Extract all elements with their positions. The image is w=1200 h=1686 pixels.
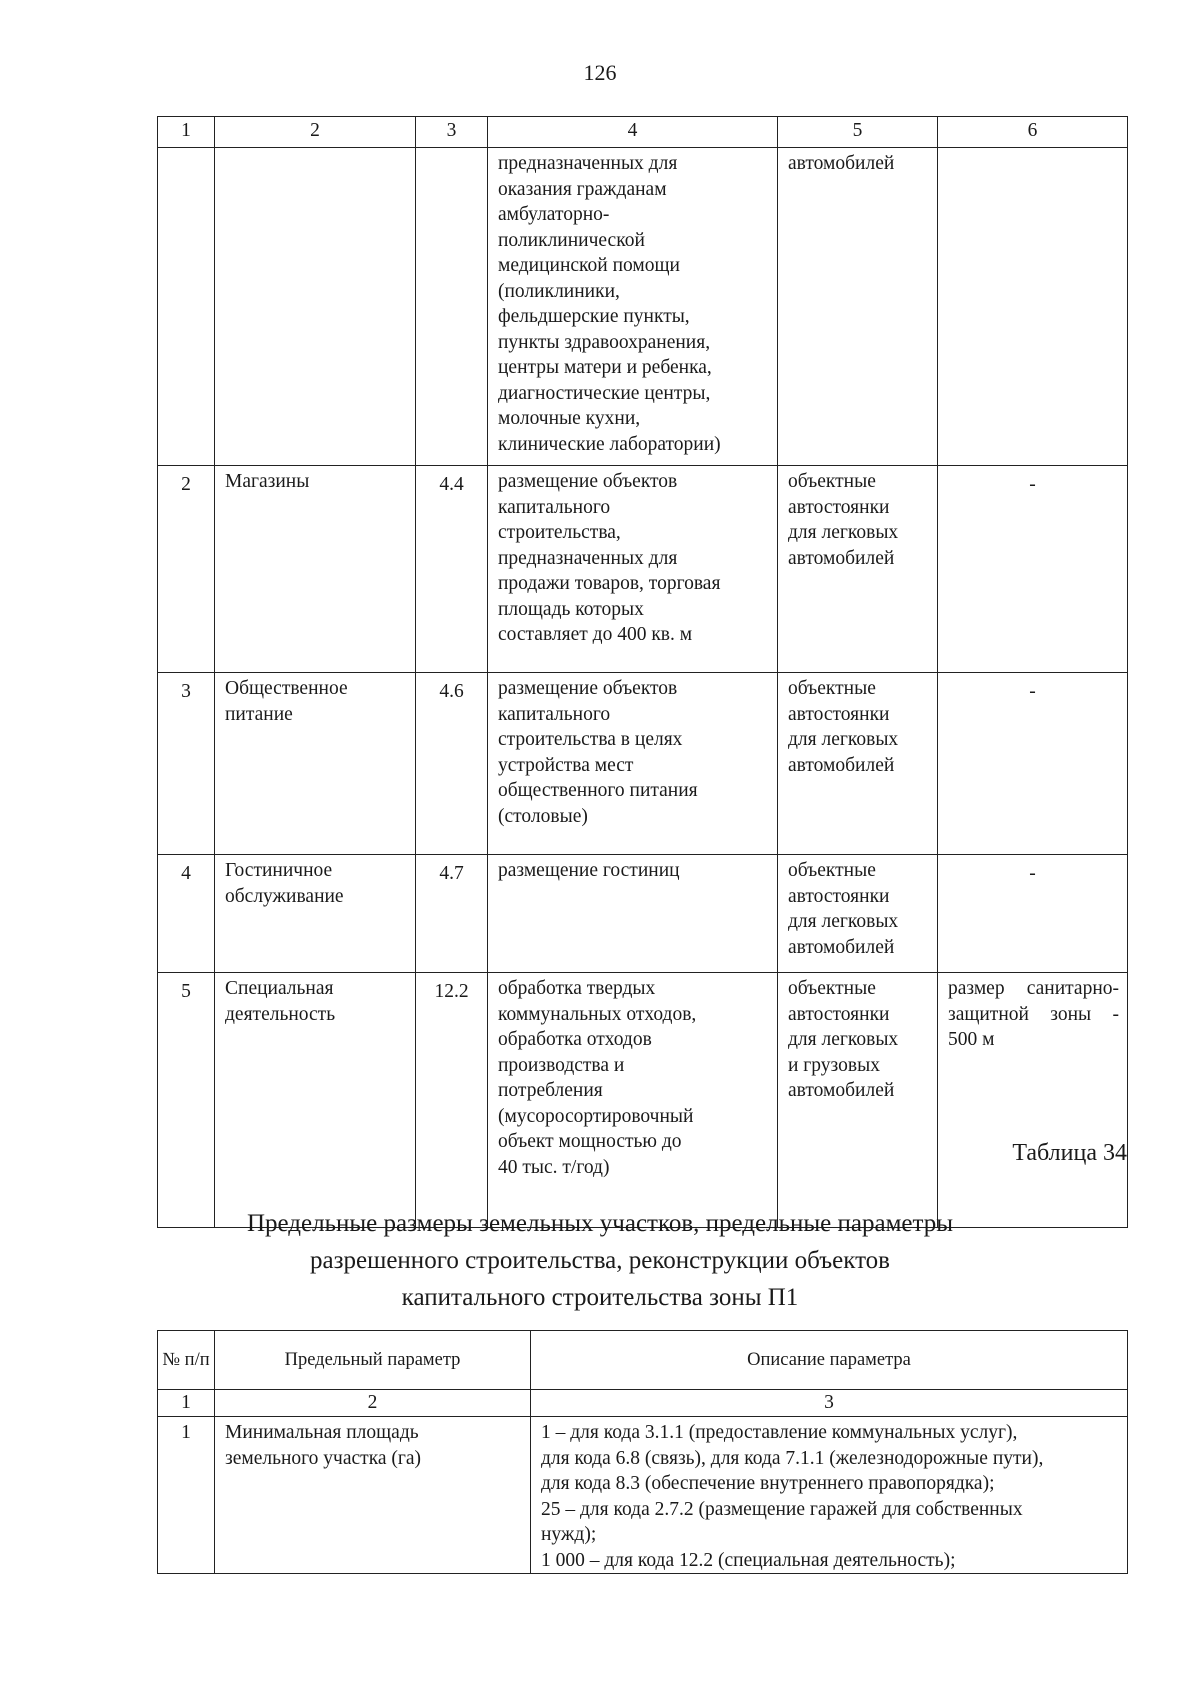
use-description-cell bbox=[488, 148, 778, 466]
use-name-cell bbox=[215, 855, 416, 973]
use-name-cell bbox=[215, 466, 416, 673]
use-description-cell bbox=[488, 466, 778, 673]
parameter-description-line: нужд); bbox=[541, 1524, 597, 1545]
use-description-line: составляет до 400 кв. м bbox=[498, 624, 693, 645]
use-description-line: оказания гражданам bbox=[498, 178, 667, 200]
row-number-cell bbox=[158, 148, 215, 466]
use-description-line: амбулаторно- bbox=[498, 204, 610, 225]
table-row bbox=[158, 855, 1128, 973]
use-code-cell bbox=[416, 148, 488, 466]
use-description-line: обработка твердых bbox=[498, 978, 656, 999]
parking-line: автомобилей bbox=[788, 936, 895, 958]
use-description-line: продажи товаров, торговая bbox=[498, 573, 721, 594]
row-number-cell: 4 bbox=[158, 855, 215, 973]
table-row bbox=[158, 148, 1128, 466]
parameter-description-line: для кода 8.3 (обеспечение внутреннего правопорядка); bbox=[541, 1473, 995, 1494]
parameter-description-line: 1 – для кода 3.1.1 (предоставление коммунальных услуг), bbox=[541, 1422, 1018, 1443]
parameter-name-cell bbox=[215, 1417, 531, 1574]
parking-line: объектные bbox=[788, 678, 876, 699]
table-row bbox=[158, 466, 1128, 673]
parking-line: автостоянки bbox=[788, 496, 890, 518]
parking-cell bbox=[778, 673, 938, 855]
page-number: 126 bbox=[583, 60, 617, 85]
use-description-line: площадь которых bbox=[498, 598, 644, 620]
use-description-line: размещение объектов bbox=[498, 678, 678, 699]
parameter-name-line: земельного участка (га) bbox=[225, 1447, 422, 1469]
parking-line: автомобилей bbox=[788, 547, 895, 569]
use-description-line: (мусоросортировочный bbox=[498, 1105, 694, 1127]
table-header-row bbox=[158, 117, 1128, 148]
use-description-line: молочные кухни, bbox=[498, 408, 641, 429]
use-name-cell bbox=[215, 973, 416, 1228]
parking-line: автостоянки bbox=[788, 703, 890, 725]
use-description-line: размещение гостиниц bbox=[498, 860, 680, 881]
table-title bbox=[0, 1205, 1200, 1316]
header-cell-number: № п/п bbox=[158, 1331, 215, 1390]
use-name-line: Специальная bbox=[225, 978, 334, 999]
parking-line: объектные bbox=[788, 978, 876, 999]
parameter-description-line: для кода 6.8 (связь), для кода 7.1.1 (железнодорожные пути), bbox=[541, 1447, 1044, 1469]
use-name-line: питание bbox=[225, 703, 293, 725]
header-cell: 4 bbox=[488, 117, 778, 148]
use-description-line: коммунальных отходов, bbox=[498, 1003, 697, 1025]
use-code-cell: 4.4 bbox=[416, 466, 488, 673]
zone-parameters-table-body bbox=[158, 1331, 1128, 1574]
parking-line: для легковых bbox=[788, 1029, 899, 1050]
header-cell-description: Описание параметра bbox=[531, 1331, 1128, 1390]
use-code-cell: 4.7 bbox=[416, 855, 488, 973]
parking-line: для легковых bbox=[788, 911, 899, 932]
use-description-line: капитального bbox=[498, 496, 611, 518]
use-description-line: 40 тыс. т/год) bbox=[498, 1156, 610, 1178]
header-cell-parameter: Предельный параметр bbox=[215, 1331, 531, 1390]
parking-line: автостоянки bbox=[788, 885, 890, 907]
use-name-cell bbox=[215, 148, 416, 466]
use-description-line: производства и bbox=[498, 1054, 625, 1076]
table-row bbox=[158, 673, 1128, 855]
parameter-name-line: Минимальная площадь bbox=[225, 1422, 419, 1443]
use-name-line: деятельность bbox=[225, 1003, 336, 1025]
parking-line: автомобилей bbox=[788, 1080, 895, 1101]
row-number-cell: 5 bbox=[158, 973, 215, 1228]
use-description-line: капитального bbox=[498, 703, 611, 725]
use-description-line: строительства, bbox=[498, 522, 621, 543]
use-description-line: диагностические центры, bbox=[498, 382, 711, 404]
restriction-cell: - bbox=[938, 855, 1128, 973]
table-header-row bbox=[158, 1331, 1128, 1390]
use-description-line: фельдшерские пункты, bbox=[498, 306, 690, 327]
use-description-line: общественного питания bbox=[498, 780, 698, 801]
parking-cell bbox=[778, 855, 938, 973]
header-cell: 6 bbox=[938, 117, 1128, 148]
use-code-cell: 4.6 bbox=[416, 673, 488, 855]
permitted-use-table-body bbox=[158, 117, 1128, 1228]
header-cell: 3 bbox=[416, 117, 488, 148]
column-numbers-row bbox=[158, 1390, 1128, 1417]
parameter-description-line: 25 – для кода 2.7.2 (размещение гаражей для собственных bbox=[541, 1498, 1023, 1520]
use-description-line: клинические лаборатории) bbox=[498, 433, 721, 455]
use-description-line: пункты здравоохранения, bbox=[498, 331, 711, 353]
use-description-cell bbox=[488, 855, 778, 973]
use-name-line: Гостиничное bbox=[225, 860, 333, 881]
use-description-line: строительства в целях bbox=[498, 729, 683, 750]
use-description-cell bbox=[488, 673, 778, 855]
use-name-cell bbox=[215, 673, 416, 855]
use-description-line: размещение объектов bbox=[498, 471, 678, 492]
parking-line: для легковых bbox=[788, 729, 899, 750]
restriction-cell: - bbox=[938, 673, 1128, 855]
use-description-line: потребления bbox=[498, 1080, 603, 1101]
use-description-line: (поликлиники, bbox=[498, 280, 620, 302]
use-description-line: объект мощностью до bbox=[498, 1131, 682, 1152]
table-row bbox=[158, 1417, 1128, 1574]
use-description-line: (столовые) bbox=[498, 805, 588, 827]
header-cell: 5 bbox=[778, 117, 938, 148]
parking-line: автомобилей bbox=[788, 153, 895, 174]
restriction-cell bbox=[938, 148, 1128, 466]
use-description-line: обработка отходов bbox=[498, 1029, 652, 1050]
parking-line: объектные bbox=[788, 860, 876, 881]
use-description-line: предназначенных для bbox=[498, 547, 678, 569]
parking-line: для легковых bbox=[788, 522, 899, 543]
parking-cell bbox=[778, 973, 938, 1228]
parking-line: и грузовых bbox=[788, 1054, 880, 1076]
use-description-cell bbox=[488, 973, 778, 1228]
parking-cell bbox=[778, 148, 938, 466]
parameter-description-line: 1 000 – для кода 12.2 (специальная деятельность); bbox=[541, 1549, 956, 1571]
use-name-line: Общественное bbox=[225, 678, 348, 699]
restriction-cell: - bbox=[938, 466, 1128, 673]
parking-line: объектные bbox=[788, 471, 876, 492]
header-cell: 1 bbox=[158, 117, 215, 148]
table-label: Таблица 34 bbox=[1012, 1140, 1127, 1166]
table-title-line: капитального строительства зоны П1 bbox=[401, 1284, 799, 1311]
use-description-line: медицинской помощи bbox=[498, 255, 680, 276]
row-number-cell: 3 bbox=[158, 673, 215, 855]
restriction-cell: размер санитарно-защитной зоны - 500 м bbox=[938, 973, 1128, 1228]
header-cell: 2 bbox=[215, 117, 416, 148]
parameter-description-cell bbox=[531, 1417, 1128, 1574]
row-number-cell: 1 bbox=[158, 1417, 215, 1574]
use-description-line: поликлинической bbox=[498, 229, 645, 251]
column-number-cell: 3 bbox=[531, 1390, 1128, 1417]
table-title-line: Предельные размеры земельных участков, предельные параметры bbox=[246, 1210, 954, 1237]
parking-line: автомобилей bbox=[788, 754, 895, 776]
zone-parameters-table bbox=[157, 1330, 1128, 1574]
use-name-line: Магазины bbox=[225, 471, 310, 492]
use-description-line: предназначенных для bbox=[498, 153, 678, 174]
use-name-line: обслуживание bbox=[225, 885, 344, 907]
use-description-line: устройства мест bbox=[498, 754, 634, 776]
column-number-cell: 2 bbox=[215, 1390, 531, 1417]
parking-cell bbox=[778, 466, 938, 673]
use-description-line: центры матери и ребенка, bbox=[498, 357, 712, 378]
table-row bbox=[158, 973, 1128, 1228]
column-number-cell: 1 bbox=[158, 1390, 215, 1417]
use-code-cell: 12.2 bbox=[416, 973, 488, 1228]
table-title-line: разрешенного строительства, реконструкции объектов bbox=[310, 1247, 890, 1274]
permitted-use-table bbox=[157, 116, 1128, 1228]
parking-line: автостоянки bbox=[788, 1003, 890, 1025]
row-number-cell: 2 bbox=[158, 466, 215, 673]
